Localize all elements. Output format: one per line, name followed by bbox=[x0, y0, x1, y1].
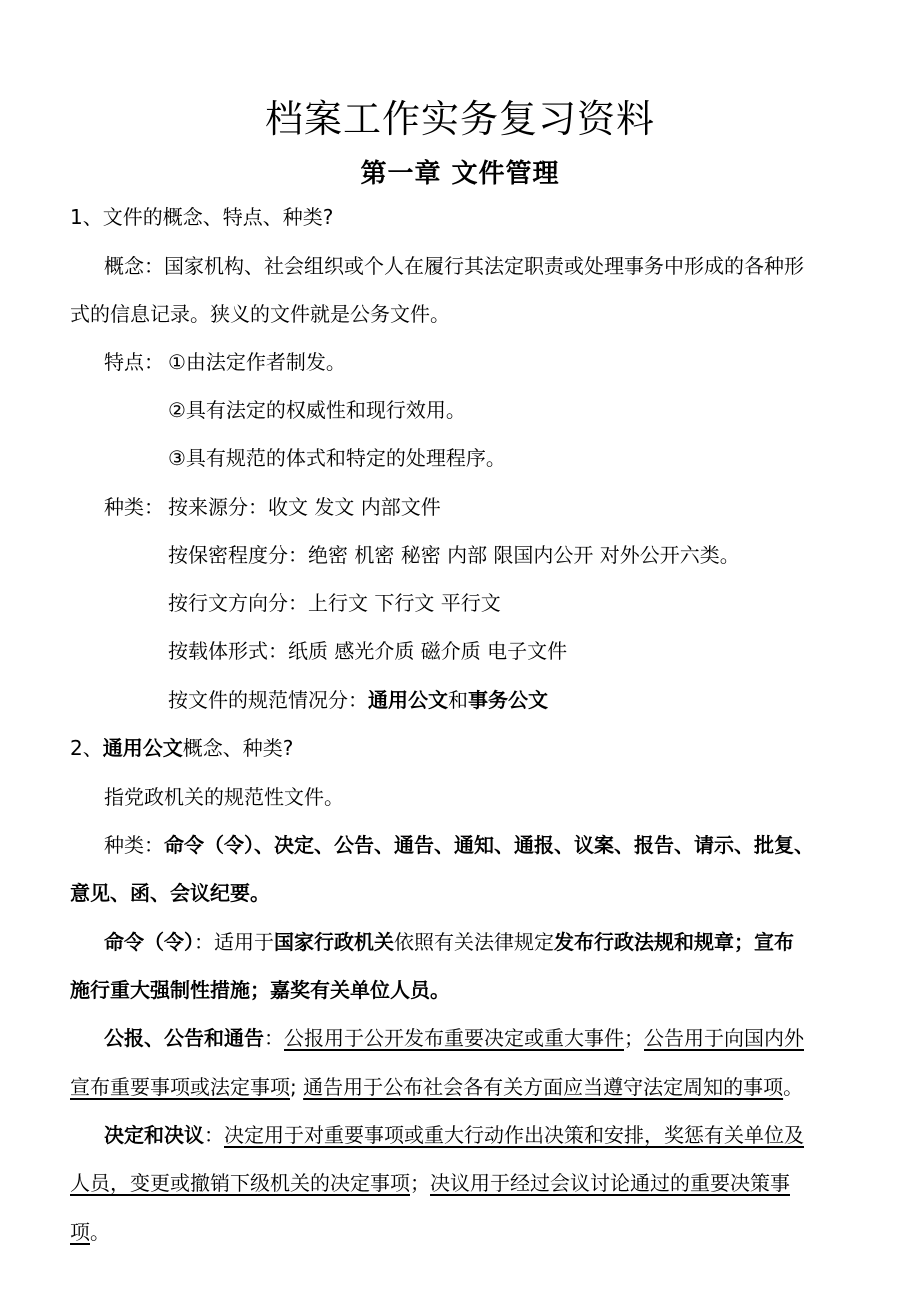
announcement-def-2: 宣布重要事项或法定事项 bbox=[70, 1075, 290, 1099]
q2-kinds-list-1: 命令（令）、决定、公告、通告、通知、通报、议案、报告、请示、批复、 bbox=[164, 833, 814, 857]
command-colon: ：适用于 bbox=[194, 930, 274, 954]
bulletin-colon: ： bbox=[264, 1026, 284, 1050]
document-title: 档案工作实务复习资料 bbox=[264, 97, 655, 141]
announcement-def-1: 公告用于向国内外 bbox=[644, 1026, 804, 1050]
decision-line-3 bbox=[70, 1218, 110, 1246]
command-line-2: 施行重大强制性措施；嘉奖有关单位人员。 bbox=[70, 978, 450, 1002]
decision-line-1 bbox=[104, 1121, 804, 1149]
bulletin-label: 公报、公告和通告 bbox=[104, 1026, 264, 1050]
decision-line-2 bbox=[70, 1169, 790, 1197]
decision-def-1: 决定用于对重要事项或重大行动作出决策和安排，奖惩有关单位及 bbox=[224, 1123, 804, 1147]
q1-feature-2: ②具有法定的权威性和现行效用。 bbox=[168, 398, 466, 422]
q2-heading bbox=[70, 734, 293, 762]
q1-heading: 1、文件的概念、特点、种类? bbox=[70, 205, 334, 229]
q1-kind-1: 按来源分：收文 发文 内部文件 bbox=[168, 495, 441, 519]
q2-kinds-line-2: 意见、函、会议纪要。 bbox=[70, 881, 270, 905]
notice-end: 。 bbox=[783, 1075, 804, 1099]
q1-feature-label: 特点： bbox=[104, 350, 164, 374]
command-org: 国家行政机关 bbox=[274, 930, 394, 954]
resolution-def-2: 项 bbox=[70, 1220, 90, 1244]
q2-heading-num: 2、 bbox=[70, 736, 103, 760]
command-line-1 bbox=[104, 928, 794, 956]
kind-5-general-docs: 通用公文 bbox=[368, 688, 448, 712]
command-bold-1: 发布行政法规和规章；宣布 bbox=[554, 930, 794, 954]
q1-kind-label: 种类： bbox=[104, 495, 164, 519]
q1-kind-5 bbox=[168, 686, 548, 714]
decision-def-2: 人员，变更或撤销下级机关的决定事项 bbox=[70, 1171, 410, 1195]
kind-5-and: 和 bbox=[448, 688, 468, 712]
bulletin-line-2 bbox=[70, 1073, 803, 1101]
q1-feature-3: ③具有规范的体式和特定的处理程序。 bbox=[168, 446, 506, 470]
q1-concept-line-2: 式的信息记录。狭义的文件就是公务文件。 bbox=[70, 302, 450, 326]
q1-feature-1: ①由法定作者制发。 bbox=[168, 350, 346, 374]
announcement-sep: ; bbox=[290, 1075, 304, 1099]
q1-kind-3: 按行文方向分：上行文 下行文 平行文 bbox=[168, 591, 501, 615]
notice-def: 通告用于公布社会各有关方面应当遵守法定周知的事项 bbox=[303, 1075, 784, 1099]
command-mid: 依照有关法律规定 bbox=[394, 930, 554, 954]
resolution-end: 。 bbox=[90, 1220, 110, 1244]
q2-kinds-line-1 bbox=[104, 831, 814, 859]
bulletin-line-1 bbox=[104, 1024, 804, 1052]
command-label: 命令（令） bbox=[104, 930, 194, 954]
bulletin-def: 公报用于公开发布重要决定或重大事件 bbox=[284, 1026, 624, 1050]
kind-5-affair-docs: 事务公文 bbox=[468, 688, 548, 712]
q1-concept-line-1: 概念：国家机构、社会组织或个人在履行其法定职责或处理事务中形成的各种形 bbox=[104, 254, 804, 278]
q2-heading-rest: 概念、种类? bbox=[182, 736, 294, 760]
q2-heading-bold: 通用公文 bbox=[102, 736, 183, 760]
resolution-def-1: 决议用于经过会议讨论通过的重要决策事 bbox=[430, 1171, 790, 1195]
q2-kinds-label: 种类： bbox=[104, 833, 164, 857]
decision-sep: ； bbox=[410, 1171, 430, 1195]
chapter-heading: 第一章 文件管理 bbox=[360, 159, 560, 189]
bulletin-sep: ； bbox=[624, 1026, 644, 1050]
q2-definition: 指党政机关的规范性文件。 bbox=[104, 785, 344, 809]
q1-kind-4: 按载体形式：纸质 感光介质 磁介质 电子文件 bbox=[168, 639, 568, 663]
decision-colon: ： bbox=[204, 1123, 224, 1147]
kind-5-prefix: 按文件的规范情况分： bbox=[168, 688, 368, 712]
decision-label: 决定和决议 bbox=[104, 1123, 204, 1147]
q1-kind-2: 按保密程度分：绝密 机密 秘密 内部 限国内公开 对外公开六类。 bbox=[168, 543, 740, 567]
